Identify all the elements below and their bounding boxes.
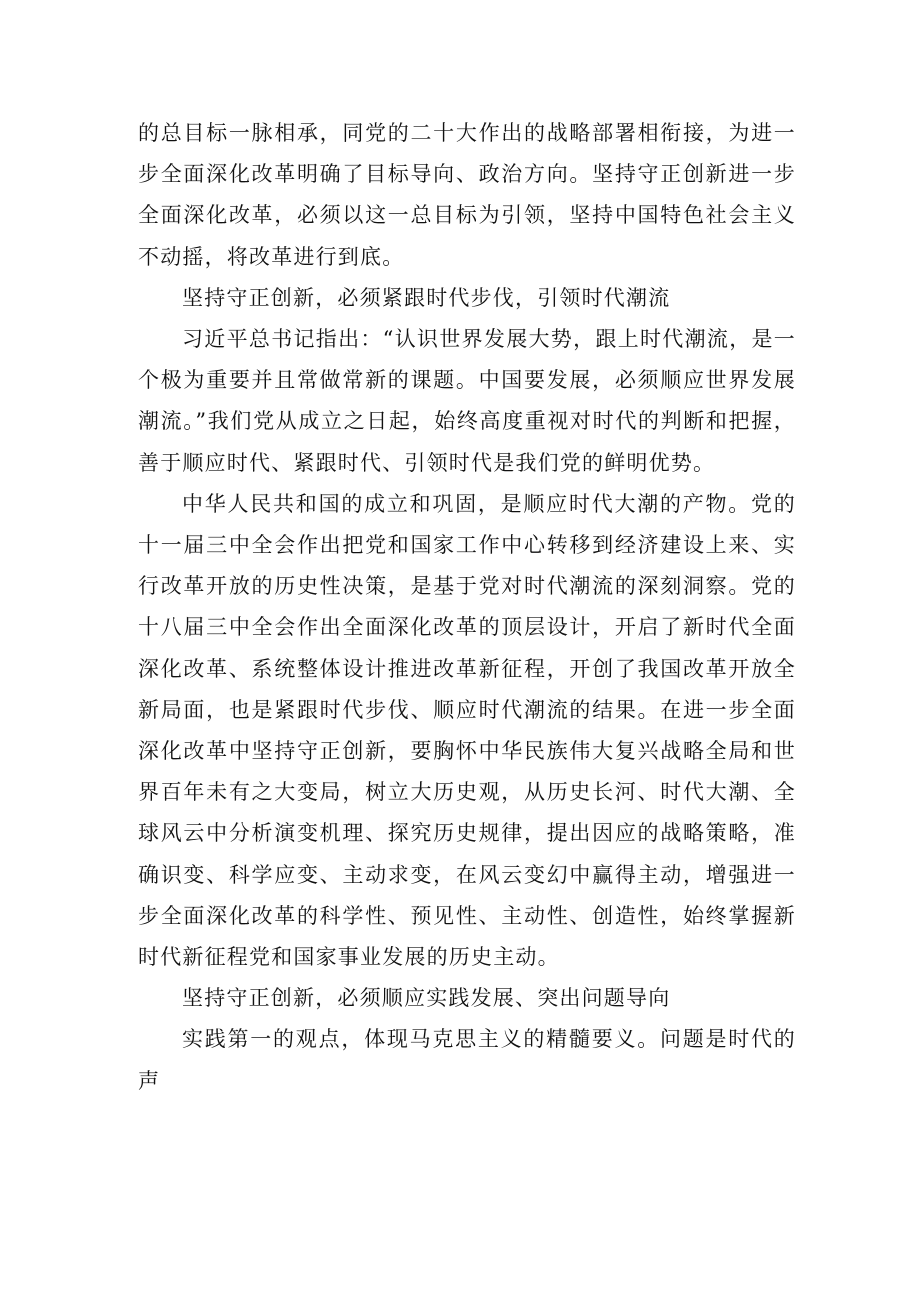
- paragraph-practice: 实践第一的观点，体现马克思主义的精髓要义。问题是时代的声: [138, 1027, 796, 1093]
- paragraph-history: 中华人民共和国的成立和巩固，是顺应时代大潮的产物。党的十一届三中全会作出把党和国家工作中心转移到经济建设上来、实行改革开放的历史性决策，是基于党对时代潮流的深刻洞察。党的十八届三中全会作出全面深化改革的顶层设计，开启了新时代全面深化改革、系统整体设计推进改革新征程，开创了我国改革开放全新局面，也是紧跟时代步伐、顺应时代潮流的结果。在进一步全面深化改革中坚持守正创新，要胸怀中华民族伟大复兴战略全局和世界百年未有之大变局，树立大历史观，从历史长河、时代大潮、全球风云中分析演变机理、探究历史规律，提出因应的战略策略，准确识变、科学应变、主动求变，在风云变幻中赢得主动，增强进一步全面深化改革的科学性、预见性、主动性、创造性，始终掌握新时代新征程党和国家事业发展的历史主动。: [138, 491, 796, 970]
- document-body: [138, 113, 796, 1102]
- paragraph-quote: 习近平总书记指出：“认识世界发展大势，跟上时代潮流，是一个极为重要并且常做常新的课题。中国要发展，必须顺应世界发展潮流。”我们党从成立之日起，始终高度重视对时代的判断和把握，善于顺应时代、紧跟时代、引领时代是我们党的鲜明优势。: [138, 327, 796, 475]
- section-heading-practice: 坚持守正创新，必须顺应实践发展、突出问题导向: [182, 986, 671, 1011]
- section-heading-era: 坚持守正创新，必须紧跟时代步伐，引领时代潮流: [182, 285, 671, 310]
- paragraph-continuation: 的总目标一脉相承，同党的二十大作出的战略部署相衔接，为进一步全面深化改革明确了目标导向、政治方向。坚持守正创新进一步全面深化改革，必须以这一总目标为引领，坚持中国特色社会主义不动摇，将改革进行到底。: [138, 121, 796, 269]
